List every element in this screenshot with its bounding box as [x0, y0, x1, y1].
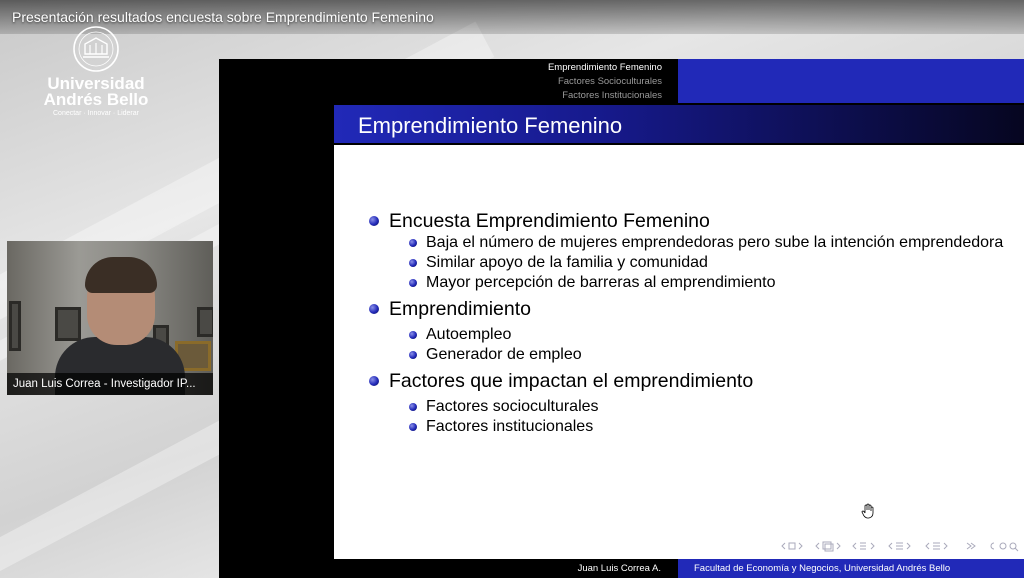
bullet-level1: Factores que impactan el emprendimiento	[369, 369, 1009, 393]
frame-title-bar	[334, 105, 1024, 143]
wall-picture-frame	[55, 307, 81, 341]
nav-section-item[interactable]: Emprendimiento Femenino	[547, 62, 662, 73]
slide-content	[334, 145, 1024, 559]
bullet-icon	[369, 216, 379, 226]
bullet-level2: Mayor percepción de barreras al emprendimiento	[369, 273, 1009, 293]
bullet-level2: Factores institucionales	[369, 417, 1009, 437]
beamer-navigation-symbols[interactable]	[779, 540, 1024, 552]
bullet-level2: Baja el número de mujeres emprendedoras pero sube la intención emprendedora	[369, 233, 1009, 253]
wall-picture-frame	[197, 307, 213, 337]
bullet-level1: Encuesta Emprendimiento Femenino	[369, 209, 1009, 233]
video-title: Presentación resultados encuesta sobre Emprendimiento Femenino	[12, 9, 434, 25]
nav-section-item[interactable]: Factores Socioculturales	[557, 76, 662, 87]
bullet-icon	[409, 279, 417, 287]
bullet-icon	[409, 403, 417, 411]
participant-hair	[85, 257, 157, 293]
bullet-level2: Similar apoyo de la familia y comunidad	[369, 253, 1009, 273]
frame-title: Emprendimiento Femenino	[358, 113, 623, 138]
bullet-icon	[369, 304, 379, 314]
nav-section-item[interactable]: Factores Institucionales	[562, 90, 662, 101]
bullet-icon	[409, 239, 417, 247]
logo-line1: Universidad	[47, 74, 145, 93]
bullet-level2: Factores socioculturales	[369, 397, 1009, 417]
footer-institute: Facultad de Economía y Negocios, Universidad Andrés Bello	[678, 559, 1024, 578]
logo-tagline: Conectar · Innovar · Liderar	[53, 110, 139, 117]
bullet-icon	[409, 423, 417, 431]
presentation-slide	[219, 59, 1024, 578]
footer-author: Juan Luis Correa A.	[219, 559, 667, 578]
university-emblem-icon	[71, 24, 121, 74]
bullet-icon	[409, 331, 417, 339]
bullet-level1: Emprendimiento	[369, 297, 1009, 321]
bullet-level2: Generador de empleo	[369, 345, 1009, 365]
wall-picture-frame	[9, 301, 21, 351]
bullet-icon	[409, 351, 417, 359]
university-logo	[36, 24, 156, 120]
hand-cursor-icon	[861, 503, 875, 519]
bullet-icon	[409, 259, 417, 267]
participant-name-label: Juan Luis Correa - Investigador IP...	[7, 373, 213, 395]
section-navigation	[219, 59, 667, 103]
logo-line2: Andrés Bello	[43, 90, 149, 109]
bullet-outline	[369, 209, 1009, 437]
header-accent-bar	[678, 59, 1024, 103]
participant-video-tile[interactable]	[7, 241, 213, 395]
bullet-icon	[369, 376, 379, 386]
bullet-level2: Autoempleo	[369, 325, 1009, 345]
